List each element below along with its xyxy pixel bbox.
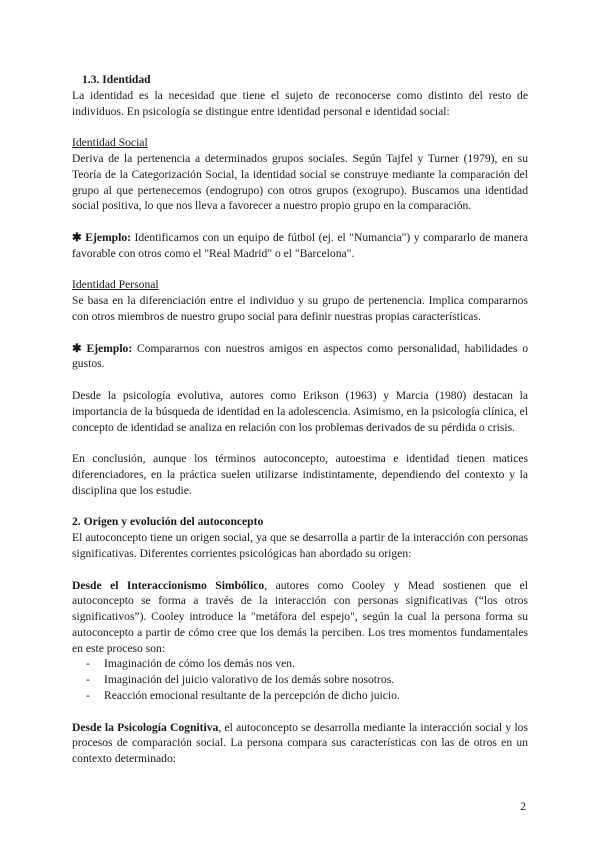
paragraph-cognitiva [72,720,528,767]
interaccionismo-label: Desde el Interaccionismo Simbólico [72,578,265,592]
subheading-identidad-social: Identidad Social [72,136,148,150]
section-heading-origen: 2. Origen y evolución del autoconcepto [72,515,264,529]
paragraph-interaccionismo [72,578,528,657]
example-personal [72,341,528,373]
example-social [72,230,528,262]
example-text: Compararnos con nuestros amigos en aspectos como personalidad, habilidades o gustos. [72,341,528,371]
page-number: 2 [520,800,526,813]
interaccionismo-text: , autores como Cooley y Mead sostienen que el autoconcepto se forma a través de la interacción con personas significativas (“los otros significativos”). Cooley introduce la "metáfora del espejo", según la cual la persona forma su autoconcepto a partir de cómo cree que los demás la perciben. Los tres momentos fundamentales en este proceso son: [72,578,528,655]
identidad-social-body: Deriva de la pertenencia a determinados grupos sociales. Según Tajfel y Turner (1979), en su Teoría de la Categorización Social, la identidad social se construye mediante la comparación del grupo al que pertenecemos (endogrupo) con otros grupos (exogrupo). Buscamos una identidad social positiva, lo que nos lleva a favorecer a nuestro propio grupo en la comparación. [72,151,528,213]
example-label: ✱ Ejemplo: [72,341,133,355]
example-label: ✱ Ejemplo: [72,230,131,244]
list-item: - Imaginación de cómo los demás nos ven. [86,656,528,672]
list-item: - Imaginación del juicio valorativo de los demás sobre nosotros. [86,672,528,688]
example-text: Identificarnos con un equipo de fútbol (ej. el "Numancia") y compararlo de manera favorable con otros como el "Real Madrid" o el "Barcelona". [72,230,528,260]
cognitiva-text: , el autoconcepto se desarrolla mediante la interacción social y los procesos de comparación social. La persona compara sus características con las de otros en un contexto determinado: [72,720,528,766]
paragraph-conclusion: En conclusión, aunque los términos autoconcepto, autoestima e identidad tienen matices diferenciadores, en la práctica suelen utilizarse indistintamente, dependiendo del contexto y la disciplina que los estudie. [72,452,528,497]
origen-intro: El autoconcepto tiene un origen social, ya que se desarrolla a partir de la interacción con personas significativas. Diferentes corrientes psicológicas han abordado su origen: [72,531,528,560]
steps-list [72,656,528,703]
document-page [72,72,528,767]
paragraph-evolutiva: Desde la psicología evolutiva, autores como Erikson (1963) y Marcia (1980) destacan la importancia de la búsqueda de identidad en la adolescencia. Asimismo, en la psicología clínica, el concepto de identidad se analiza en relación con los problemas derivados de su pérdida o crisis. [72,388,528,434]
section-heading-identidad: 1.3. Identidad [82,73,151,86]
identidad-intro: La identidad es la necesidad que tiene el sujeto de reconocerse como distinto del resto de individuos. En psicología se distingue entre identidad personal e identidad social: [72,88,528,118]
subheading-identidad-personal: Identidad Personal [72,278,159,292]
list-item: - Reacción emocional resultante de la percepción de dicho juicio. [86,688,528,704]
cognitiva-label: Desde la Psicología Cognitiva [72,720,219,734]
identidad-personal-body: Se basa en la diferenciación entre el individuo y su grupo de pertenencia. Implica compararnos con otros miembros de nuestro grupo social para definir nuestras propias características. [72,294,528,323]
